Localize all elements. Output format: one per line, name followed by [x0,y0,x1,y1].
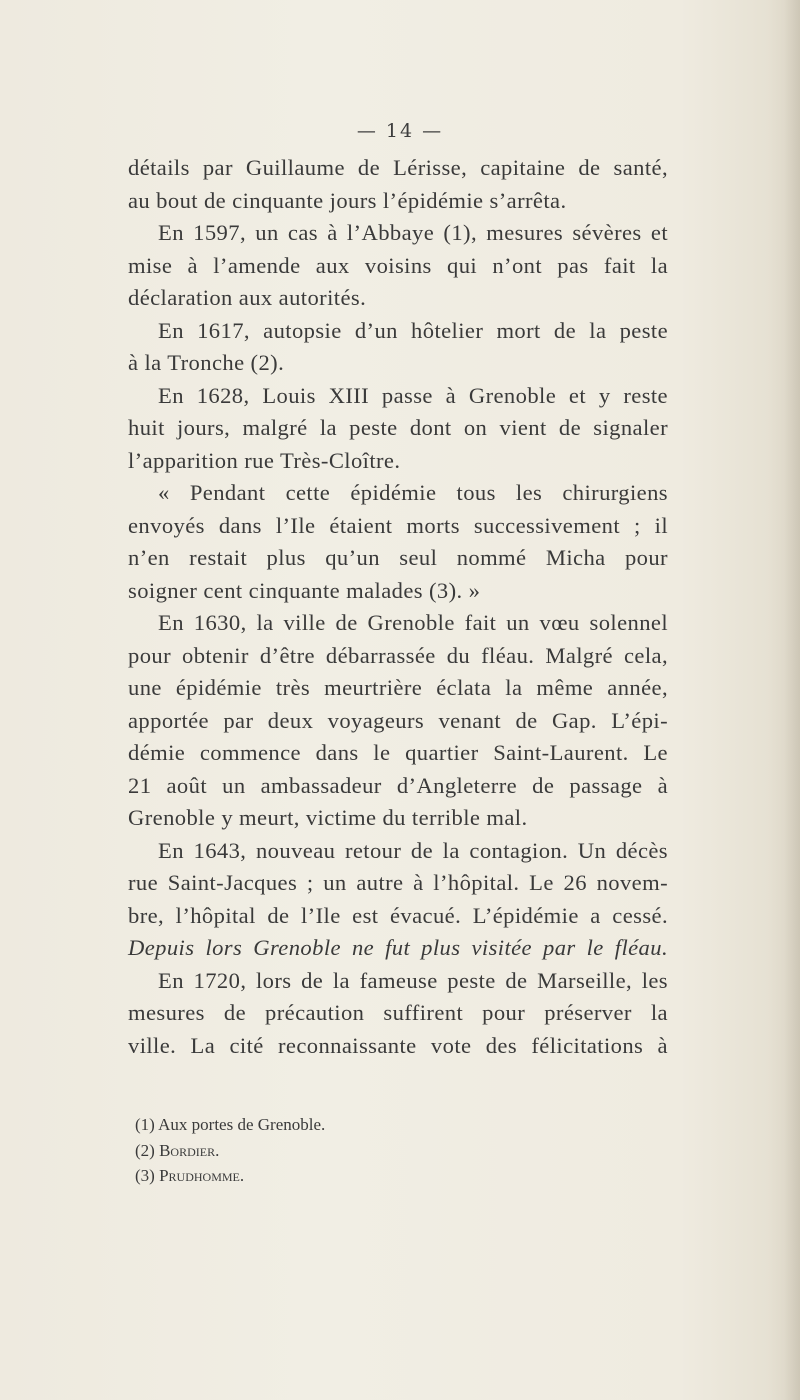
text-line: En 1643, nouveau retour de la contagion. Un décès [158,837,668,863]
text-line: En 1617, autopsie d’un hôtelier mort de la peste [158,317,668,343]
text-line: une épidémie très meurtrière éclata la même année, [128,675,668,700]
body-text [128,152,668,1062]
text-line: « Pendant cette épidémie tous les chirurgiens [158,480,668,505]
text-line: au bout de cinquante jours l’épidémie s’arrêta. [128,187,567,213]
footnote-text: Bordier. [159,1140,220,1160]
text-line: En 1720, lors de la fameuse peste de Marseille, les [158,967,668,993]
text-line: rue Saint-Jacques ; un autre à l’hôpital. Le 26 novem- [128,870,668,895]
text-line: 21 août un ambassadeur d’Angleterre de passage à [128,772,668,798]
footnotes [135,1112,325,1189]
footnote [135,1112,325,1138]
text-line: pour obtenir d’être débarrassée du fléau. Malgré cela, [128,642,668,668]
text-line: apportée par deux voyageurs venant de Gap. L’épi- [128,707,668,733]
text-line-italic: Depuis lors Grenoble ne fut plus visitée par le fléau. [128,935,668,960]
footnote-text: Prudhomme. [159,1166,245,1185]
text-line: n’en restait plus qu’un seul nommé Micha pour [128,545,668,570]
text-line: ville. La cité reconnaissante vote des félicitations à [128,1032,668,1058]
text-line: En 1597, un cas à l’Abbaye (1), mesures sévères et [158,220,668,245]
text-line: mesures de précaution suffirent pour préserver la [128,1000,668,1025]
text-line: En 1630, la ville de Grenoble fait un vœu solennel [158,610,668,635]
text-line: mise à l’amende aux voisins qui n’ont pas fait la [128,252,668,278]
text-line: bre, l’hôpital de l’Ile est évacué. L’épidémie a cessé. [128,902,668,928]
text-line: démie commence dans le quartier Saint-Laurent. Le [128,740,668,765]
page-number: — 14 — [356,120,444,142]
text-line: soigner cent cinquante malades (3). » [128,577,481,603]
text-line: l’apparition rue Très-Cloître. [128,447,401,473]
footnote-text: Aux portes de Grenoble. [158,1115,326,1134]
text-line: détails par Guillaume de Lérisse, capitaine de santé, [128,155,668,180]
page-edge-shadow [784,0,800,1400]
text-line: déclaration aux autorités. [128,285,367,310]
footnote-marker: (3) [135,1166,155,1185]
text-line: envoyés dans l’Ile étaient morts successivement ; il [128,512,668,538]
footnote [135,1163,325,1189]
footnote [135,1138,325,1164]
text-line: huit jours, malgré la peste dont on vient de signaler [128,415,668,440]
footnote-marker: (1) [135,1115,155,1134]
text-line: Grenoble y meurt, victime du terrible mal. [128,805,528,830]
text-line: En 1628, Louis XIII passe à Grenoble et y reste [158,382,668,408]
text-line: à la Tronche (2). [128,350,285,375]
footnote-marker: (2) [135,1140,155,1160]
